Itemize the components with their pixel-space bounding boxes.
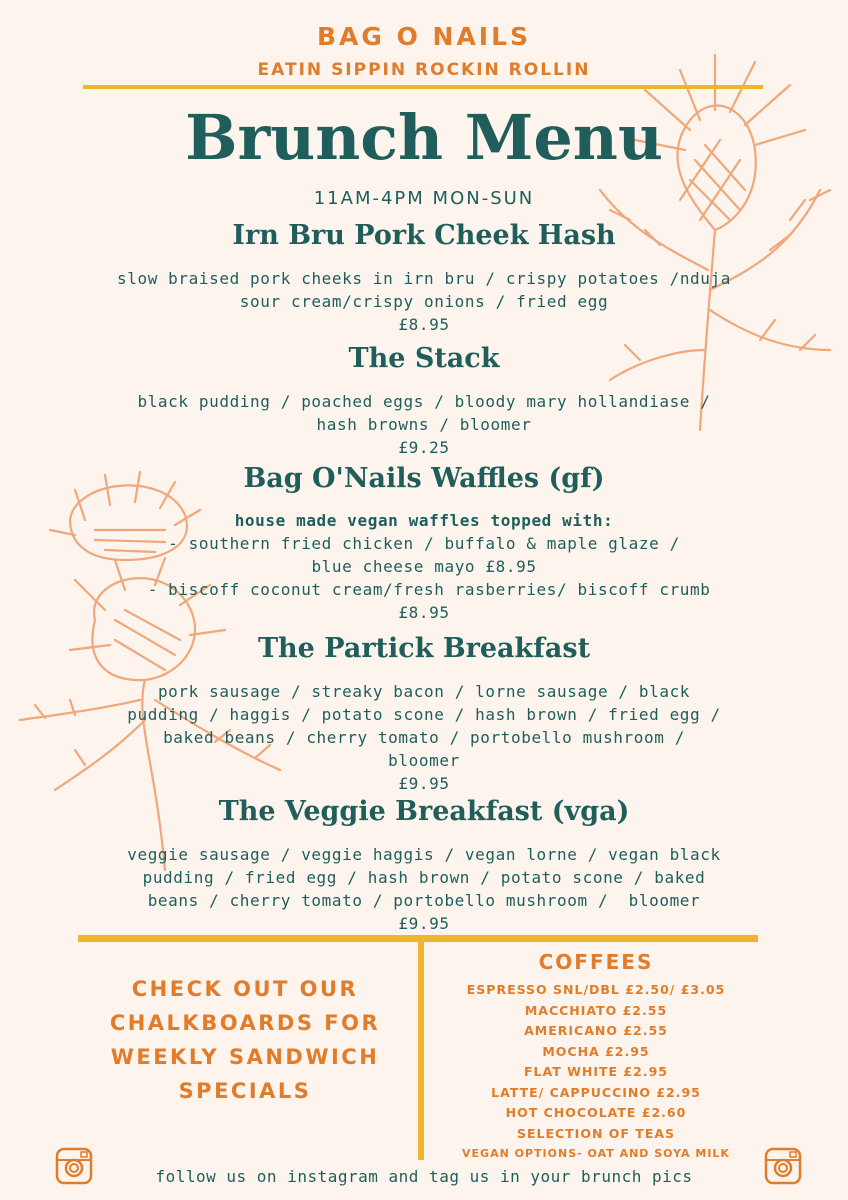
description-line: - southern fried chicken / buffalo & maple glaze / bbox=[168, 534, 680, 553]
coffee-list bbox=[440, 980, 752, 1165]
page-title: Brunch Menu bbox=[185, 101, 663, 174]
specials-line: CHECK OUT OUR bbox=[131, 977, 359, 1001]
coffee-item: VEGAN OPTIONS- OAT AND SOYA MILK bbox=[462, 1147, 730, 1160]
menu-item-description bbox=[90, 509, 758, 624]
description-line: hash browns / bloomer bbox=[316, 415, 532, 434]
description-line: beans / cherry tomato / portobello mushroom / bloomer bbox=[147, 891, 701, 910]
menu-item-description bbox=[90, 267, 758, 336]
description-line: baked beans / cherry tomato / portobello mushroom / bbox=[163, 728, 685, 747]
coffee-item: HOT CHOCOLATE £2.60 bbox=[505, 1105, 687, 1120]
description-line: veggie sausage / veggie haggis / vegan lorne / vegan black bbox=[127, 845, 721, 864]
menu-item-title: Irn Bru Pork Cheek Hash bbox=[232, 220, 616, 251]
column-divider bbox=[418, 935, 424, 1160]
menu-item-description bbox=[90, 680, 758, 795]
menu-item-title: The Partick Breakfast bbox=[257, 633, 591, 664]
specials-line: SPECIALS bbox=[178, 1079, 312, 1103]
specials-line: WEEKLY SANDWICH bbox=[110, 1045, 380, 1069]
description-line: pudding / fried egg / hash brown / potato scone / baked bbox=[142, 868, 706, 887]
menu-item-price: £9.95 bbox=[398, 914, 450, 933]
tagline: EATIN SIPPIN ROCKIN ROLLIN bbox=[257, 60, 591, 80]
menu-item-price: £9.25 bbox=[398, 438, 450, 457]
specials-line: CHALKBOARDS FOR bbox=[109, 1011, 381, 1035]
menu-item-price: £8.95 bbox=[398, 603, 450, 622]
menu-item-description bbox=[90, 390, 758, 459]
description-line: bloomer bbox=[388, 751, 460, 770]
description-line: black pudding / poached eggs / bloody mary hollandiase / bbox=[137, 392, 711, 411]
menu-item-title: The Veggie Breakfast (vga) bbox=[218, 796, 630, 827]
coffee-item: LATTE/ CAPPUCCINO £2.95 bbox=[491, 1084, 701, 1100]
brand-name: BAG O NAILS bbox=[316, 22, 532, 51]
description-line: pork sausage / streaky bacon / lorne sausage / black bbox=[157, 682, 691, 701]
menu-item-title: Bag O'Nails Waffles (gf) bbox=[243, 463, 605, 494]
description-line: slow braised pork cheeks in irn bru / crispy potatoes /nduja bbox=[117, 269, 731, 288]
coffee-item: MOCHA £2.95 bbox=[542, 1043, 650, 1059]
footer-instagram-text: follow us on instagram and tag us in your brunch pics bbox=[155, 1167, 693, 1186]
menu-item-price: £9.95 bbox=[398, 774, 450, 793]
menu-item-description bbox=[90, 843, 758, 935]
coffee-item: ESPRESSO SNL/DBL £2.50/ £3.05 bbox=[466, 982, 726, 997]
opening-hours: 11AM-4PM MON-SUN bbox=[313, 188, 535, 209]
description-line: house made vegan waffles topped with: bbox=[234, 511, 614, 530]
specials-notice bbox=[90, 972, 400, 1108]
top-divider bbox=[83, 85, 763, 89]
description-line: sour cream/crispy onions / fried egg bbox=[239, 292, 609, 311]
description-line: - biscoff coconut cream/fresh rasberries/ biscoff crumb bbox=[137, 580, 711, 599]
coffees-heading: COFFEES bbox=[538, 950, 654, 974]
coffee-item: FLAT WHITE £2.95 bbox=[524, 1064, 668, 1079]
coffee-item: MACCHIATO £2.55 bbox=[524, 1002, 668, 1018]
menu-item-title: The Stack bbox=[348, 343, 500, 374]
menu-item-price: £8.95 bbox=[398, 315, 450, 334]
coffee-item: SELECTION OF TEAS bbox=[516, 1125, 676, 1141]
coffee-item: AMERICANO £2.55 bbox=[524, 1023, 668, 1038]
description-line: blue cheese mayo £8.95 bbox=[311, 557, 537, 576]
description-line: pudding / haggis / potato scone / hash brown / fried egg / bbox=[127, 705, 721, 724]
